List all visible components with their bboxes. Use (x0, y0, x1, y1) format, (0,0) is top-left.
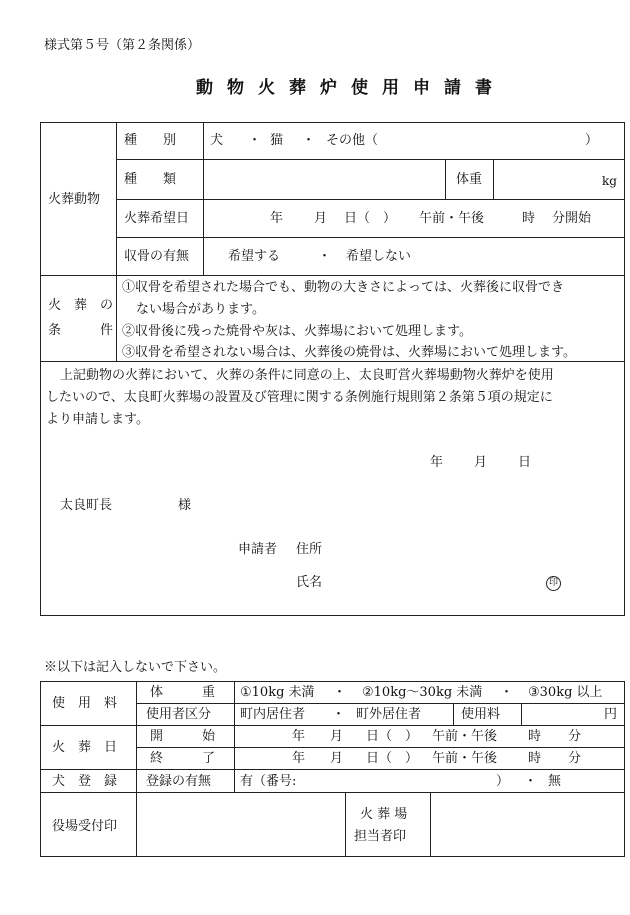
condition-3: ③収骨を希望されない場合は、火葬後の焼骨は、火葬場において処理します。 (122, 345, 576, 360)
name-field[interactable] (330, 568, 540, 592)
start-hour[interactable]: 時 (528, 729, 542, 744)
page-title: 動物火葬炉使用申請書 (196, 78, 506, 98)
bone-sep: ・ (318, 249, 332, 264)
conditions-label-bottom: 条 件 (48, 323, 114, 338)
applicant-label: 申請者 (238, 542, 278, 557)
kind-label: 種 別 (124, 133, 177, 148)
registration-sep: ・ (524, 774, 538, 789)
start-ampm[interactable]: 午前・午後 (432, 729, 498, 744)
kind-other-close: ） (585, 133, 599, 148)
registration-none[interactable]: 無 (548, 774, 562, 789)
end-ampm[interactable]: 午前・午後 (432, 751, 498, 766)
weight-label: 体重 (456, 172, 483, 187)
fee-sub-label: 使用料 (461, 707, 501, 722)
kind-sep: ・ (248, 133, 262, 148)
end-month[interactable]: 月 (330, 751, 344, 766)
animal-group-label: 火葬動物 (48, 192, 101, 207)
staff-stamp-area[interactable] (432, 794, 623, 855)
breed-field[interactable] (205, 161, 443, 197)
weight-field[interactable] (495, 161, 595, 197)
staff-label-bottom: 担当者印 (354, 829, 407, 844)
registration-close: ） (496, 774, 510, 789)
address-field[interactable] (330, 536, 600, 560)
kind-dog[interactable]: 犬 (210, 133, 224, 148)
statement-line-2: したいので、太良町火葬場の設置及び管理に関する条例施行規則第２条第５項の規定に (46, 390, 553, 405)
date-day[interactable]: 日（ ） (344, 211, 397, 226)
start-month[interactable]: 月 (330, 729, 344, 744)
statement-line-1: 上記動物の火葬において、火葬の条件に同意の上、太良町営火葬場動物火葬炉を使用 (60, 368, 554, 383)
end-year[interactable]: 年 (292, 751, 306, 766)
form-number: 様式第５号（第２条関係） (44, 38, 201, 53)
user-class-label: 使用者区分 (146, 707, 212, 722)
registration-status-label: 登録の有無 (146, 774, 212, 789)
user-sep: ・ (332, 707, 346, 722)
user-resident[interactable]: 町内居住者 (240, 707, 306, 722)
condition-2: ②収骨後に残った焼骨や灰は、火葬場において処理します。 (122, 324, 472, 339)
bone-yes[interactable]: 希望する (228, 249, 281, 264)
address-label: 住所 (296, 542, 323, 557)
seal-icon: 印 (546, 575, 561, 591)
kind-cat[interactable]: 猫 (270, 133, 284, 148)
apply-year[interactable]: 年 (430, 455, 444, 470)
bone-label: 収骨の有無 (124, 249, 190, 264)
yen-unit: 円 (604, 707, 618, 722)
conditions-label-top: 火 葬 の (48, 298, 114, 313)
weight-sep: ・ (333, 685, 347, 700)
start-label: 開 始 (150, 729, 216, 744)
mayor-label: 太良町長 (60, 498, 113, 513)
staff-label-top: 火 葬 場 (360, 807, 408, 822)
date-month[interactable]: 月 (314, 211, 328, 226)
start-year[interactable]: 年 (292, 729, 306, 744)
date-ampm[interactable]: 午前・午後 (419, 211, 485, 226)
weight-unit: kg (602, 174, 617, 188)
apply-day[interactable]: 日 (518, 455, 532, 470)
bone-no[interactable]: 希望しない (346, 249, 412, 264)
apply-month[interactable]: 月 (474, 455, 488, 470)
kind-sep: ・ (302, 133, 316, 148)
honorific: 様 (178, 498, 192, 513)
condition-1: ①収骨を希望された場合でも、動物の大きさによっては、火葬後に収骨でき (122, 280, 565, 295)
end-minute[interactable]: 分 (568, 751, 582, 766)
user-nonresident[interactable]: 町外居住者 (356, 707, 422, 722)
weight-option-3[interactable]: ③30kg 以上 (528, 685, 603, 700)
weight-sep: ・ (500, 685, 514, 700)
weight-option-1[interactable]: ①10kg 未満 (240, 685, 315, 700)
office-note: ※以下は記入しないで下さい。 (44, 660, 227, 675)
kind-other[interactable]: その他（ (326, 133, 379, 148)
start-minute[interactable]: 分 (568, 729, 582, 744)
date-hour[interactable]: 時 (522, 211, 536, 226)
weight-option-2[interactable]: ②10kg～30kg 未満 (362, 685, 483, 700)
date-minute-start[interactable]: 分開始 (552, 211, 592, 226)
end-label: 終 了 (150, 751, 216, 766)
name-label: 氏名 (296, 575, 323, 590)
breed-label: 種 類 (124, 172, 177, 187)
end-hour[interactable]: 時 (528, 751, 542, 766)
office-weight-label: 体 重 (150, 685, 216, 700)
cremation-date-label: 火 葬 日 (52, 740, 118, 755)
date-label: 火葬希望日 (124, 211, 190, 226)
registration-yes[interactable]: 有（番号: (240, 774, 297, 789)
office-stamp-label: 役場受付印 (52, 819, 118, 834)
end-day[interactable]: 日（ ） (366, 751, 419, 766)
statement-line-3: より申請します。 (46, 412, 149, 427)
condition-1-cont: ない場合があります。 (136, 302, 265, 317)
office-stamp-area[interactable] (138, 794, 343, 855)
dog-registration-label: 犬 登 録 (52, 774, 118, 789)
start-day[interactable]: 日（ ） (366, 729, 419, 744)
fee-label: 使 用 料 (52, 696, 118, 711)
date-year[interactable]: 年 (270, 211, 284, 226)
